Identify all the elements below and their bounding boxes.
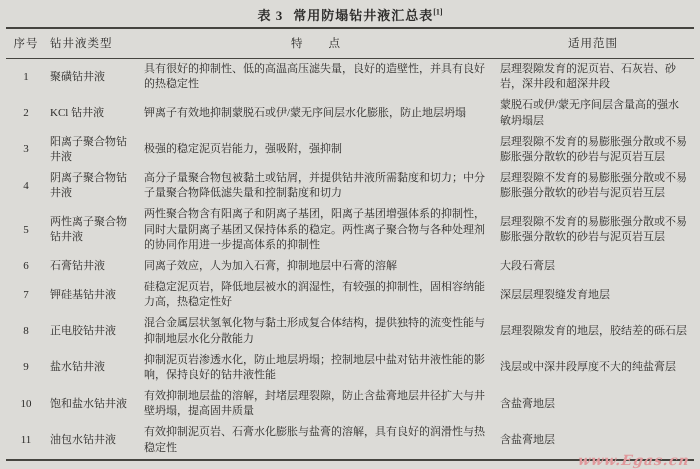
cell-scope: 层理裂隙不发育的易膨胀强分散或不易膨胀强分散软的砂岩与泥页岩互层 (500, 135, 687, 163)
col-header-features: 特 点 (140, 28, 492, 59)
cell-features: 两性聚合物含有阳离子和阴离子基团，阳离子基团增强体系的抑制性，同时大量阴离子基团又保持体系的稳定。两性离子聚合物与各种处理剂的协同作用进一步提高体系的抑制性 (144, 208, 485, 251)
cell-scope: 浅层或中深井段厚度不大的纯盐膏层 (500, 361, 676, 374)
cell-no: 6 (23, 259, 29, 272)
cell-type: 盐水钻井液 (50, 361, 105, 374)
cell-scope: 层理裂隙发育的地层，胶结差的砾石层 (500, 324, 687, 337)
citation-superscript: [1] (433, 7, 443, 17)
table-row (6, 277, 694, 313)
cell-type: 油包水钻井液 (50, 434, 116, 447)
cell-features: 有效抑制泥页岩、石膏水化膨胀与盐膏的溶解，具有良好的润滑性与热稳定性 (144, 426, 485, 454)
cell-features: 具有很好的抑制性、低的高温高压滤失量，良好的造壁性，并具有良好的热稳定性 (144, 63, 485, 91)
col-header-scope: 适用范围 (492, 28, 694, 59)
cell-features: 钾离子有效地抑制蒙脱石或伊/蒙无序间层水化膨胀，防止地层坍塌 (144, 106, 467, 119)
cell-no: 2 (23, 106, 29, 119)
cell-type: 两性离子聚合物钻井液 (50, 215, 127, 244)
table-row (6, 313, 694, 349)
table-row (6, 168, 694, 204)
cell-type: 聚磺钻井液 (50, 70, 105, 83)
cell-features: 抑制泥页岩渗透水化，防止地层坍塌；控制地层中盐对钻井液性能的影响，保持良好的钻井液性能 (144, 353, 485, 381)
cell-scope: 层理裂隙发育的泥页岩、石灰岩、砂岩，深井段和超深井段 (500, 63, 676, 91)
cell-type: 石膏钻井液 (50, 259, 105, 272)
cell-scope: 蒙脱石或伊/蒙无序间层含量高的强水敏坍塌层 (500, 99, 680, 127)
cell-scope: 层理裂隙不发育的易膨胀强分散或不易膨胀强分散软的砂岩与泥页岩互层 (500, 172, 687, 200)
cell-type: 钾硅基钻井液 (50, 288, 116, 301)
header-row (6, 28, 694, 59)
cell-no: 10 (20, 397, 32, 410)
table-number: 表 3 (257, 8, 284, 23)
cell-no: 7 (23, 288, 29, 301)
cell-features: 极强的稳定泥页岩能力，强吸附，强抑制 (144, 143, 342, 156)
table-title-text: 常用防塌钻井液汇总表 (293, 8, 434, 23)
table-row (6, 256, 694, 277)
cell-type: 阴离子聚合物钻井液 (50, 172, 127, 200)
table-row (6, 204, 694, 256)
cell-features: 硅稳定泥页岩，降低地层被水的润湿性，有较强的抑制性，固相容纳能力高，热稳定性好 (144, 281, 485, 309)
cell-scope: 含盐膏地层 (500, 397, 555, 410)
table-row (6, 350, 694, 386)
cell-no: 5 (23, 223, 29, 236)
cell-scope: 层理裂隙不发育的易膨胀强分散或不易膨胀强分散软的砂岩与泥页岩互层 (500, 215, 687, 244)
cell-no: 9 (23, 361, 29, 374)
cell-no: 8 (23, 324, 29, 337)
cell-no: 11 (20, 434, 32, 447)
col-header-no: 序号 (6, 28, 46, 59)
table-row (6, 59, 694, 96)
table-row (6, 95, 694, 131)
cell-scope: 深层层理裂缝发育地层 (500, 288, 610, 301)
cell-features: 高分子量聚合物包被黏土或钻屑，并提供钻井液所需黏度和切力；中分子量聚合物降低滤失量和控制黏度和切力 (144, 172, 485, 200)
cell-no: 1 (23, 70, 29, 83)
cell-no: 3 (23, 143, 29, 156)
drilling-fluid-table (6, 27, 694, 461)
cell-type: 正电胶钻井液 (50, 324, 116, 337)
cell-type: 阳离子聚合物钻井液 (50, 135, 127, 163)
cell-type: KCl 钻井液 (50, 106, 105, 119)
cell-features: 同离子效应，人为加入石膏，抑制地层中石膏的溶解 (144, 259, 397, 272)
cell-type: 饱和盐水钻井液 (50, 397, 127, 410)
col-header-type: 钻井液类型 (46, 28, 140, 59)
watermark: www.Egas.cn (577, 453, 692, 469)
cell-features: 混合金属层状氢氧化物与黏土形成复合体结构，提供独特的流变性能与抑制地层水化分散能力 (144, 317, 485, 345)
table-row (6, 132, 694, 168)
cell-scope: 含盐膏地层 (500, 434, 555, 447)
page-title (6, 3, 694, 27)
cell-features: 有效抑制地层盐的溶解，封堵层理裂隙，防止含盐膏地层井径扩大与井壁坍塌，提高固井质量 (144, 390, 485, 418)
table-row (6, 386, 694, 422)
cell-no: 4 (23, 179, 29, 192)
cell-scope: 大段石膏层 (500, 259, 555, 272)
